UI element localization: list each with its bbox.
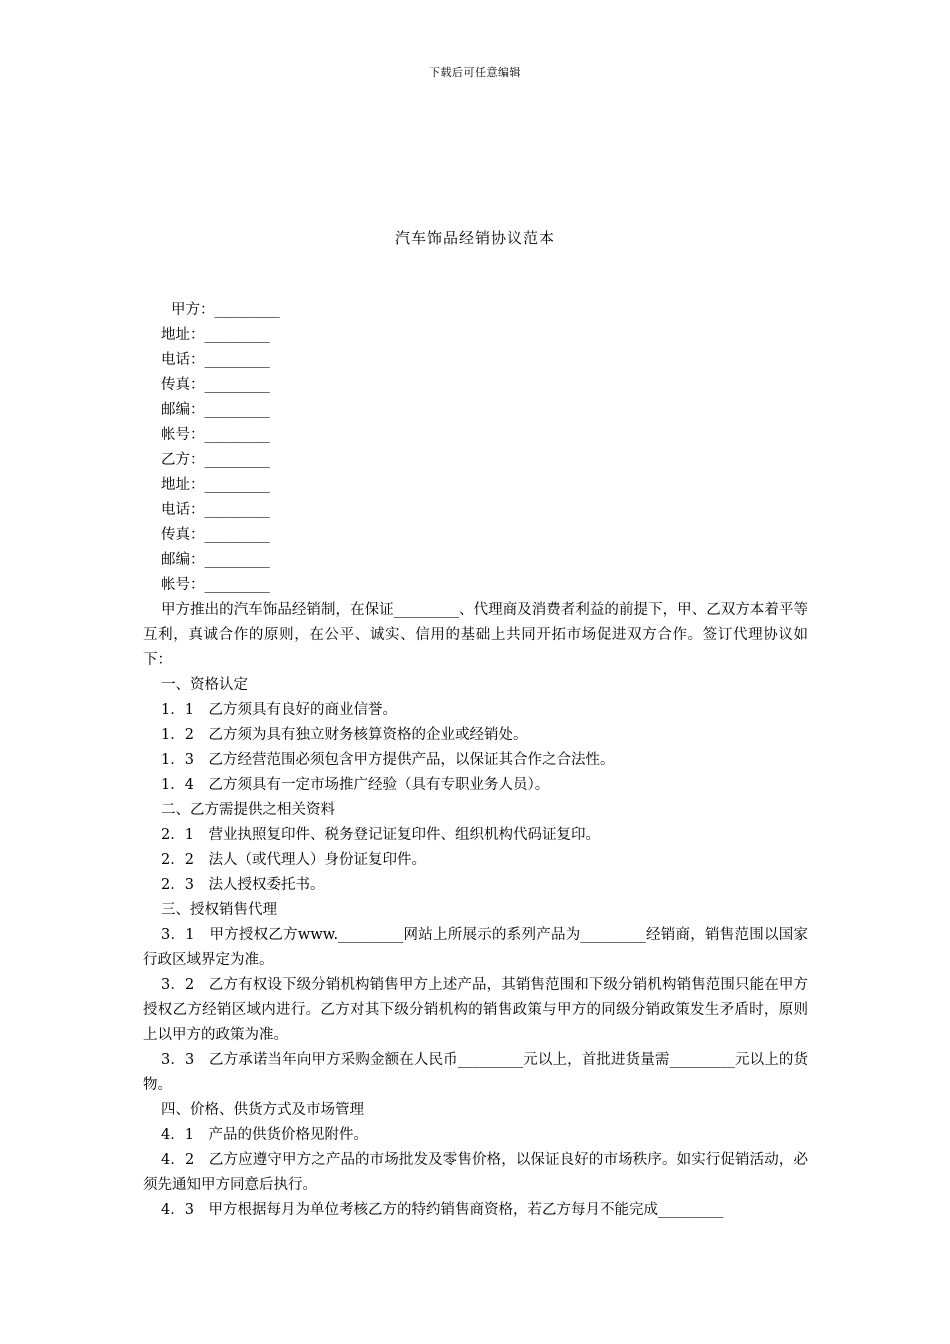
clause: 4．2 乙方应遵守甲方之产品的市场批发及零售价格，以保证良好的市场秩序。如实行促销活动，必须先通知甲方同意后执行。 bbox=[143, 1152, 808, 1193]
clause: 4．1 产品的供货价格见附件。 bbox=[161, 1127, 368, 1143]
clause: 2．1 营业执照复印件、税务登记证复印件、组织机构代码证复印。 bbox=[161, 827, 600, 843]
party-a-name: 甲方：_________ bbox=[171, 302, 280, 318]
section-heading: 一、资格认定 bbox=[161, 677, 248, 693]
section-heading: 二、乙方需提供之相关资料 bbox=[161, 802, 335, 818]
party-a-account: 帐号：_________ bbox=[161, 427, 270, 443]
clause: 1．1 乙方须具有良好的商业信誉。 bbox=[161, 702, 397, 718]
intro-paragraph: 甲方推出的汽车饰品经销制，在保证_________、代理商及消费者利益的前提下，甲、乙双方本着平等互利，真诚合作的原则，在公平、诚实、信用的基础上共同开拓市场促进双方合作。签订代理协议如下： bbox=[143, 602, 808, 668]
clause: 4．3 甲方根据每月为单位考核乙方的特约销售商资格，若乙方每月不能完成_________ bbox=[161, 1202, 724, 1218]
clause: 1．2 乙方须为具有独立财务核算资格的企业或经销处。 bbox=[161, 727, 528, 743]
party-b-fax: 传真：_________ bbox=[161, 527, 270, 543]
header-note: 下载后可任意编辑 bbox=[429, 66, 521, 79]
document-title: 汽车饰品经销协议范本 bbox=[394, 229, 555, 247]
clause: 1．3 乙方经营范围必须包含甲方提供产品，以保证其合作之合法性。 bbox=[161, 752, 615, 768]
section-heading: 四、价格、供货方式及市场管理 bbox=[161, 1102, 364, 1118]
party-a-fax: 传真：_________ bbox=[161, 377, 270, 393]
section-heading: 三、授权销售代理 bbox=[161, 902, 277, 918]
document-body bbox=[143, 298, 808, 1223]
clause: 3．2 乙方有权设下级分销机构销售甲方上述产品，其销售范围和下级分销机构销售范围只能在甲方授权乙方经销区域内进行。乙方对其下级分销机构的销售政策与甲方的同级分销政策发生矛盾时，原则上以甲方的政策为准。 bbox=[143, 977, 808, 1043]
clause: 2．2 法人（或代理人）身份证复印件。 bbox=[161, 852, 426, 868]
party-a-postcode: 邮编：_________ bbox=[161, 402, 270, 418]
party-a-address: 地址：_________ bbox=[161, 327, 270, 343]
party-b-postcode: 邮编：_________ bbox=[161, 552, 270, 568]
clause: 3．1 甲方授权乙方www._________网站上所展示的系列产品为_________经销商，销售范围以国家行政区域界定为准。 bbox=[143, 927, 808, 968]
clause: 1．4 乙方须具有一定市场推广经验（具有专职业务人员）。 bbox=[161, 777, 550, 793]
party-b-phone: 电话：_________ bbox=[161, 502, 270, 518]
party-a-phone: 电话：_________ bbox=[161, 352, 270, 368]
clause: 3．3 乙方承诺当年向甲方采购金额在人民币_________元以上，首批进货量需_________元以上的货物。 bbox=[143, 1052, 808, 1093]
party-b-name: 乙方：_________ bbox=[161, 452, 270, 468]
clause: 2．3 法人授权委托书。 bbox=[161, 877, 325, 893]
party-b-address: 地址：_________ bbox=[161, 477, 270, 493]
party-b-account: 帐号：_________ bbox=[161, 577, 270, 593]
